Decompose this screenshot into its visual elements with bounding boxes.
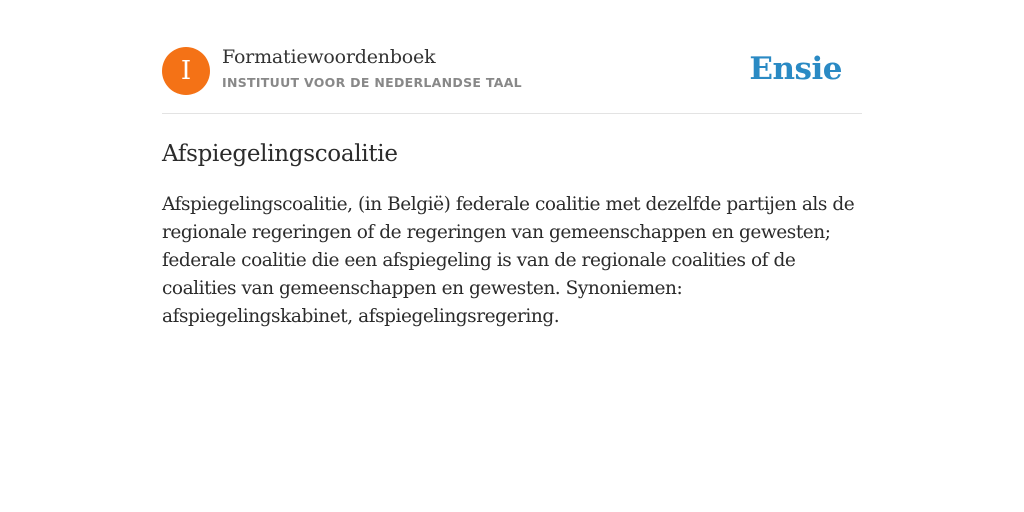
entry-definition: Afspiegelingscoalitie, (in België) federale coalitie met dezelfde partijen als de regionale regeringen of de regeringen van gemeenschappen en gewesten; federale coalitie die een afspiegeling is van de regionale coalities of de coalities van gemeenschappen en gewesten. Synoniemen: afspiegelingskabinet, afspiegelingsregering. [162,194,855,327]
source-logo-icon: I [162,47,210,95]
ensie-logo[interactable]: Ensie [749,51,842,87]
entry-term: Afspiegelingscoalitie [162,141,398,167]
dictionary-card [162,0,862,331]
source-title[interactable]: Formatiewoordenboek [222,46,436,68]
source-header [162,0,862,114]
source-publisher: INSTITUUT VOOR DE NEDERLANDSE TAAL [222,75,522,90]
